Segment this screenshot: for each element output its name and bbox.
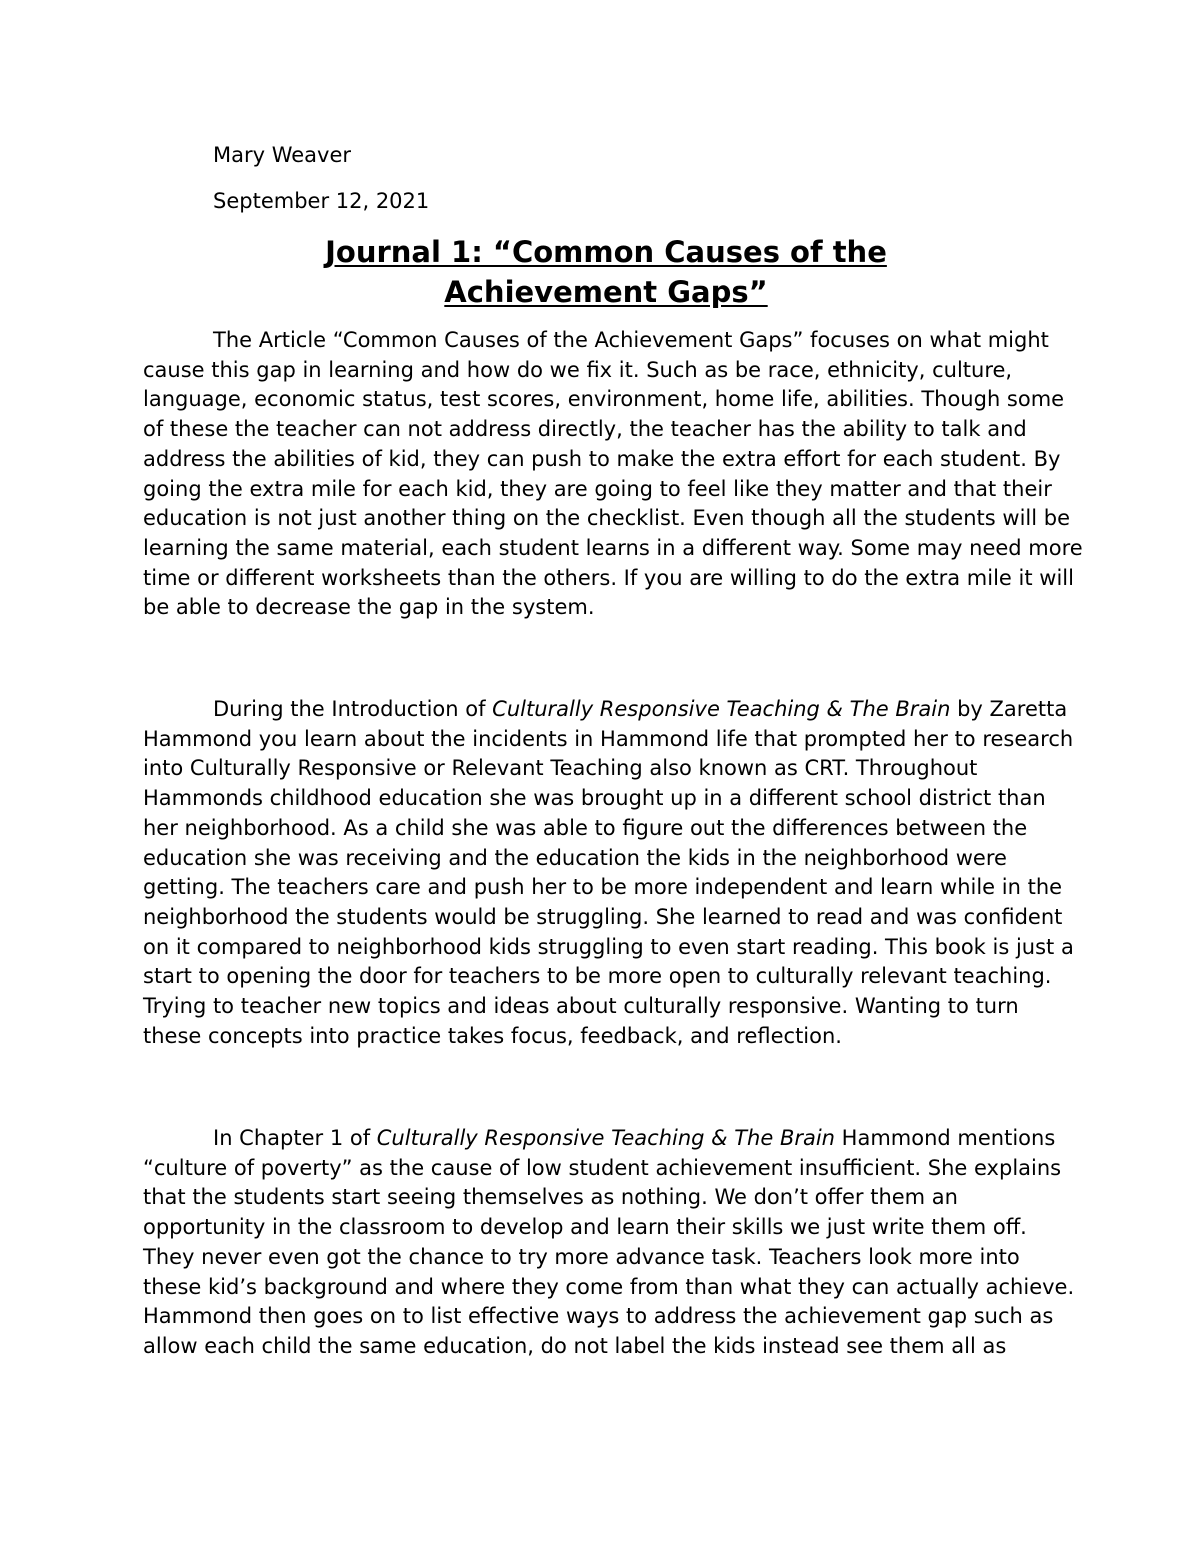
- paragraph-2: [143, 695, 1083, 1051]
- title-line-1: Journal 1: “Common Causes of the: [325, 235, 887, 269]
- title-line-2: Achievement Gaps”: [444, 275, 768, 309]
- document-date: September 12, 2021: [213, 189, 430, 213]
- paragraph-3-start: In Chapter 1 of: [213, 1126, 377, 1150]
- paragraph-2-start: During the Introduction of: [213, 697, 493, 721]
- paragraph-2-rest: by Zaretta Hammond you learn about the incidents in Hammond life that prompted her to research into Culturally Responsive or Relevant Teaching also known as CRT. Throughout Hammonds childhood education she was brought up in a different school district than her neighborhood. As a child she was able to figure out the differences between the education she was receiving and the education the kids in the neighborhood were getting. The teachers care and push her to be more independent and learn while in the neighborhood the students would be struggling. She learned to read and was confident on it compared to neighborhood kids struggling to even start reading. This book is just a start to opening the door for teachers to be more open to culturally relevant teaching. Trying to teacher new topics and ideas about culturally responsive. Wanting to turn these concepts into practice takes focus, feedback, and reflection.: [143, 697, 1074, 1048]
- book-title: Culturally Responsive Teaching & The Brain: [376, 1126, 835, 1150]
- paragraph-1: The Article “Common Causes of the Achievement Gaps” focuses on what might cause this gap in learning and how do we fix it. Such as be race, ethnicity, culture, language, economic status, test scores, environment, home life, abilities. Though some of these the teacher can not address directly, the teacher has the ability to talk and address the abilities of kid, they can push to make the extra effort for each student. By going the extra mile for each kid, they are going to feel like they matter and that their education is not just another thing on the checklist. Even though all the students will be learning the same material, each student learns in a different way. Some may need more time or different worksheets than the others. If you are willing to do the extra mile it will be able to decrease the gap in the system.: [143, 328, 1083, 620]
- paragraph-3-rest: Hammond mentions “culture of poverty” as the cause of low student achievement insufficient. She explains that the students start seeing themselves as nothing. We don’t offer them an opportunity in the classroom to develop and learn their skills we just write them off. They never even got the chance to try more advance task. Teachers look more into these kid’s background and where they come from than what they can actually achieve. Hammond then goes on to list effective ways to address the achievement gap such as allow each child the same education, do not label the kids instead see them all as: [143, 1126, 1075, 1358]
- document-title: [143, 232, 1069, 312]
- book-title: Culturally Responsive Teaching & The Brain: [492, 697, 951, 721]
- paragraph-3: [143, 1124, 1083, 1362]
- author-name: Mary Weaver: [213, 143, 352, 167]
